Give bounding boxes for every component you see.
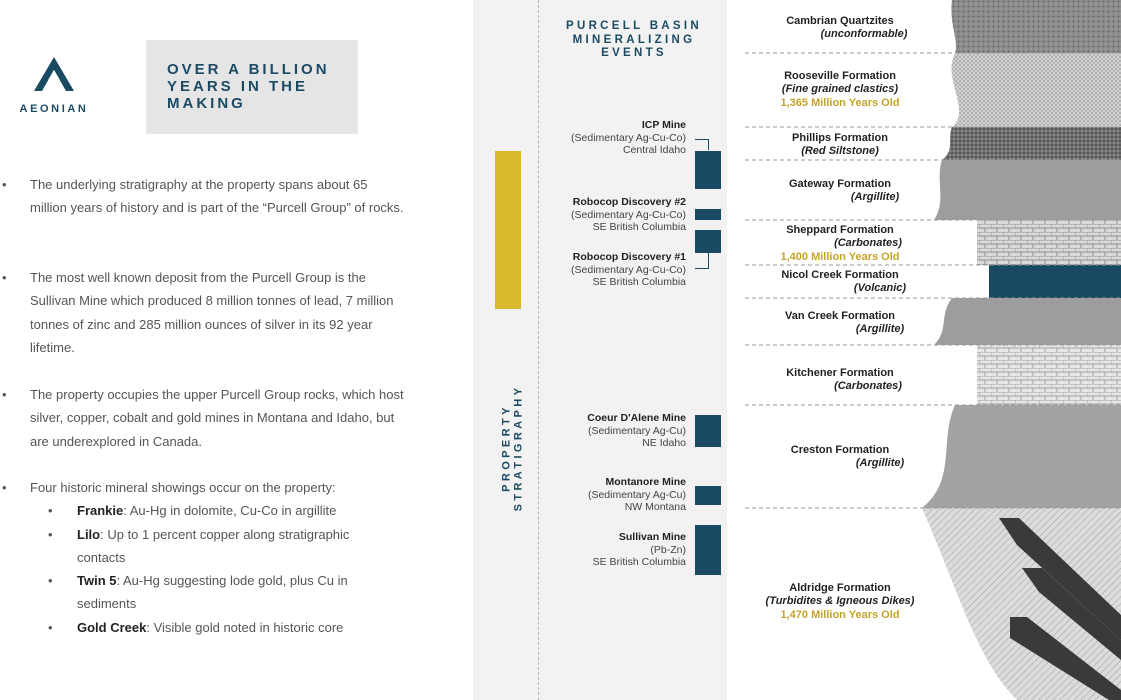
mine-type: (Sedimentary Ag-Cu) bbox=[587, 424, 686, 437]
showing-name: Frankie bbox=[77, 503, 124, 518]
formation-phillips bbox=[740, 132, 940, 159]
bullet-marker: • bbox=[2, 270, 7, 285]
mine-location: SE British Columbia bbox=[592, 221, 686, 233]
mine-location: Central Idaho bbox=[622, 144, 686, 156]
mine-montanore bbox=[540, 476, 686, 514]
title-line-3: MAKING bbox=[167, 95, 246, 112]
layer-gateway bbox=[934, 160, 1121, 220]
sub-bullet-marker: • bbox=[48, 573, 53, 588]
formation-rooseville bbox=[740, 70, 940, 110]
mine-location: NW Montana bbox=[624, 501, 686, 513]
formation-nicol-creek bbox=[740, 269, 940, 296]
bullet-text: Four historic mineral showings occur on the property: bbox=[30, 480, 336, 495]
showing-name: Lilo bbox=[77, 527, 101, 542]
layer-rooseville bbox=[952, 53, 1121, 127]
formation-desc: (Carbonates) bbox=[834, 237, 902, 250]
layer-cambrian bbox=[951, 0, 1121, 53]
mine-bar-coeur-dalene bbox=[695, 415, 721, 447]
formation-name: Gateway Formation bbox=[788, 178, 892, 190]
mine-type: (Sedimentary Ag-Cu-Co) bbox=[571, 131, 686, 144]
bullet-marker: • bbox=[2, 387, 7, 402]
formation-desc: (unconformable) bbox=[820, 28, 908, 41]
formation-name: Nicol Creek Formation bbox=[781, 269, 899, 281]
title-line-2: YEARS IN THE bbox=[167, 78, 309, 95]
dashed-divider bbox=[538, 0, 539, 700]
formation-desc: (Argillite) bbox=[850, 191, 900, 204]
mine-location: SE British Columbia bbox=[592, 556, 686, 568]
mine-robocop-2 bbox=[540, 196, 686, 234]
mine-name: Coeur D'Alene Mine bbox=[587, 412, 686, 424]
mine-type: (Sedimentary Ag-Cu-Co) bbox=[571, 263, 686, 276]
events-header-line-1: PURCELL BASIN bbox=[566, 20, 702, 32]
layer-kitchener bbox=[977, 345, 1121, 405]
layer-nicol-creek bbox=[989, 265, 1121, 298]
sub-bullet-marker: • bbox=[48, 620, 53, 635]
formation-name: Phillips Formation bbox=[792, 132, 888, 144]
mine-bar-sullivan bbox=[695, 525, 721, 575]
mine-bar-robocop-2 bbox=[695, 209, 721, 220]
formation-desc: (Red Siltstone) bbox=[801, 145, 879, 158]
aeonian-logo bbox=[8, 55, 100, 121]
layer-creston bbox=[922, 405, 1121, 508]
mine-name: Sullivan Mine bbox=[618, 531, 686, 543]
mine-type: (Sedimentary Ag-Cu-Co) bbox=[571, 208, 686, 221]
formation-van-creek bbox=[740, 310, 940, 337]
formation-name: Rooseville Formation bbox=[784, 70, 896, 82]
mine-bar-icp bbox=[695, 151, 721, 189]
mine-bar-montanore bbox=[695, 486, 721, 505]
formation-cambrian bbox=[740, 15, 940, 42]
sub-bullet-marker: • bbox=[48, 527, 53, 542]
mine-coeur-dalene bbox=[540, 412, 686, 450]
formation-desc: (Argillite) bbox=[855, 457, 905, 470]
formation-age: 1,470 Million Years Old bbox=[780, 608, 900, 621]
formation-desc: (Argillite) bbox=[855, 323, 905, 336]
formation-gateway bbox=[740, 178, 940, 205]
showing-name: Twin 5 bbox=[77, 573, 117, 588]
formation-name: Aldridge Formation bbox=[789, 582, 891, 594]
events-header-line-2: MINERALIZING bbox=[572, 33, 696, 46]
brand-name: AEONIAN bbox=[19, 103, 89, 115]
title-line-1: OVER A BILLION bbox=[167, 61, 330, 78]
mine-name: Montanore Mine bbox=[605, 476, 686, 488]
layer-phillips bbox=[942, 127, 1121, 160]
formation-name: Kitchener Formation bbox=[786, 367, 894, 379]
formation-desc: (Volcanic) bbox=[853, 282, 907, 295]
mine-name: Robocop Discovery #2 bbox=[572, 196, 686, 208]
formation-name: Van Creek Formation bbox=[784, 310, 896, 322]
formation-name: Cambrian Quartzites bbox=[786, 15, 894, 27]
showing-text: : Au-Hg suggesting lode gold, plus Cu in sediments bbox=[77, 573, 348, 612]
formation-name: Sheppard Formation bbox=[786, 224, 894, 236]
mountain-logo-icon bbox=[32, 55, 76, 93]
property-stratigraphy-label: PROPERTY STRATIGRAPHY bbox=[500, 384, 525, 512]
mine-location: SE British Columbia bbox=[592, 276, 686, 288]
formation-desc: (Fine grained clastics) bbox=[781, 83, 899, 96]
title-box bbox=[146, 40, 358, 134]
bullet-text: The underlying stratigraphy at the property spans about 65 million years of history and is part of the “Purcell Group” of rocks. bbox=[30, 177, 404, 216]
mine-name: Robocop Discovery #1 bbox=[572, 251, 686, 263]
formation-aldridge bbox=[730, 582, 950, 622]
mine-sullivan bbox=[540, 531, 686, 569]
bullet-text: The property occupies the upper Purcell Group rocks, which host silver, copper, cobalt and gold mines in Montana and Idaho, but are underexplored in Canada. bbox=[30, 387, 404, 449]
formation-creston bbox=[740, 444, 940, 471]
formation-sheppard bbox=[740, 224, 940, 264]
bullet-marker: • bbox=[2, 480, 7, 495]
icp-bracket bbox=[695, 139, 709, 150]
mine-type: (Pb-Zn) bbox=[650, 543, 686, 556]
formation-name: Creston Formation bbox=[790, 444, 890, 456]
mine-name: ICP Mine bbox=[641, 119, 686, 131]
formation-age: 1,365 Million Years Old bbox=[780, 96, 900, 109]
showing-text: : Au-Hg in dolomite, Cu-Co in argillite bbox=[123, 503, 337, 518]
mine-bar-robocop-1 bbox=[695, 230, 721, 253]
mine-icp bbox=[540, 119, 686, 157]
mine-type: (Sedimentary Ag-Cu) bbox=[587, 488, 686, 501]
sub-bullet-marker: • bbox=[48, 503, 53, 518]
mine-location: NE Idaho bbox=[642, 437, 686, 449]
showing-text: : Up to 1 percent copper along stratigraphic contacts bbox=[77, 527, 350, 566]
formation-age: 1,400 Million Years Old bbox=[780, 250, 900, 263]
layer-sheppard bbox=[977, 220, 1121, 265]
bullet-text: The most well known deposit from the Purcell Group is the Sullivan Mine which produced 8 million tonnes of lead, 7 million tonnes of zinc and 285 million ounces of silver in its 92 year lifetime. bbox=[30, 270, 394, 355]
mine-robocop-1 bbox=[540, 251, 686, 289]
formation-desc: (Turbidites & Igneous Dikes) bbox=[765, 595, 915, 608]
showing-name: Gold Creek bbox=[77, 620, 147, 635]
formation-kitchener bbox=[740, 367, 940, 394]
events-header bbox=[548, 20, 720, 61]
showing-text: : Visible gold noted in historic core bbox=[146, 620, 344, 635]
bullet-marker: • bbox=[2, 177, 7, 192]
robocop-bracket bbox=[695, 253, 709, 269]
layer-van-creek bbox=[934, 298, 1121, 345]
formation-desc: (Carbonates) bbox=[834, 380, 902, 393]
events-header-line-3: EVENTS bbox=[601, 47, 667, 59]
property-stratigraphy-bar bbox=[495, 151, 521, 309]
